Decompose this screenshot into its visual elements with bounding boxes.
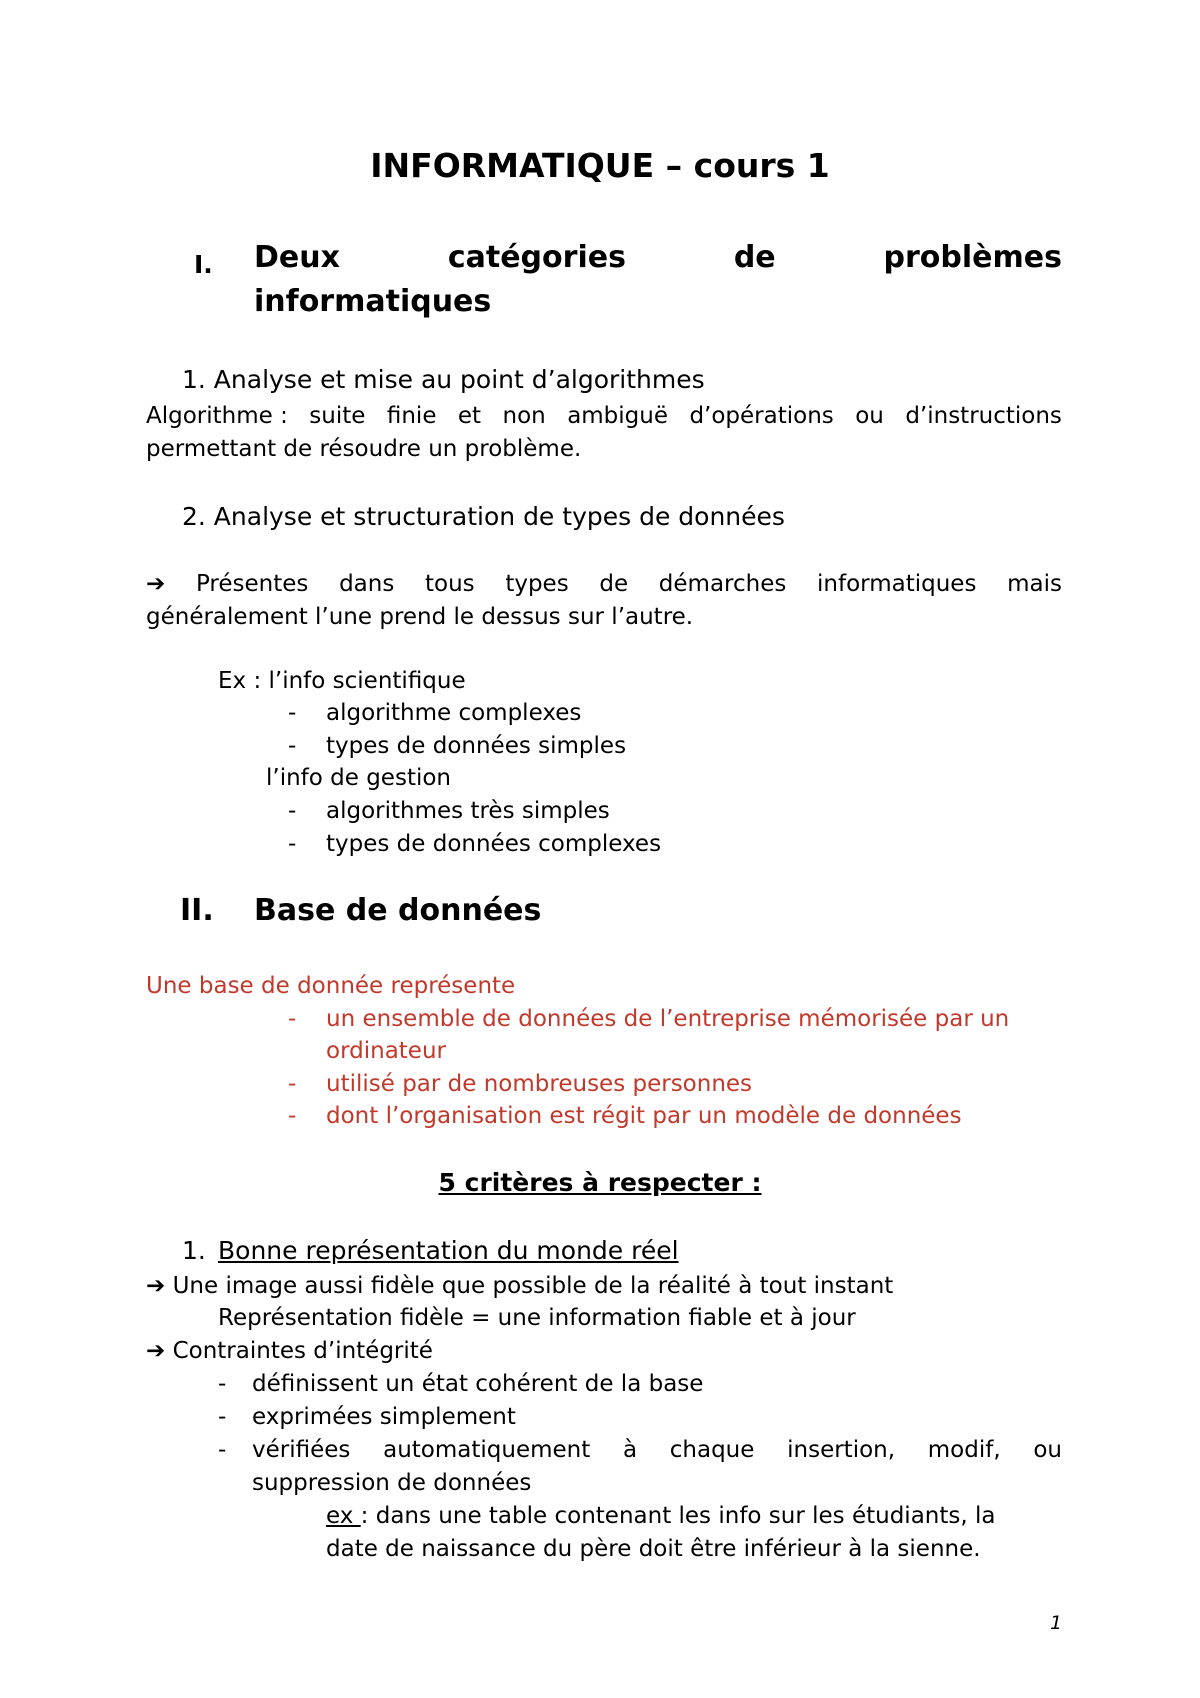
example-prefix: ex <box>326 1503 361 1529</box>
page-title: INFORMATIQUE – cours 1 <box>370 146 830 185</box>
text-word: de <box>599 571 629 597</box>
bullet-dash: - <box>218 1371 227 1397</box>
bullet-dash: - <box>288 700 297 726</box>
example-gestion-label: l’info de gestion <box>266 765 451 791</box>
text-word: démarches <box>658 571 787 597</box>
algorithm-definition-line2: permettant de résoudre un problème. <box>146 436 582 462</box>
subsection-2-title: 2. Analyse et structuration de types de données <box>182 502 785 531</box>
bullet-dash: - <box>218 1437 227 1463</box>
bullet-dash: - <box>288 733 297 759</box>
text-word: mais <box>1007 571 1062 597</box>
text-word: ou <box>1033 1437 1062 1463</box>
bullet-dash: - <box>288 1006 297 1032</box>
text-word: d’opérations <box>689 403 834 429</box>
text-word: dans <box>339 571 395 597</box>
section-1-heading-line2: informatiques <box>254 284 492 319</box>
section-2-heading: Base de données <box>254 893 542 928</box>
text-word: insertion, <box>787 1437 896 1463</box>
text-word: types <box>505 571 569 597</box>
heading-word: catégories <box>447 240 626 275</box>
text-word: Algorithme : <box>146 403 288 429</box>
list-item <box>252 1437 1062 1463</box>
text-word: informatiques <box>817 571 977 597</box>
list-item: algorithmes très simples <box>326 798 610 824</box>
criterion-arrow-line: ➔ Une image aussi fidèle que possible de la réalité à tout instant <box>146 1273 894 1299</box>
criterion-arrow-line: ➔ Contraintes d’intégrité <box>146 1338 433 1364</box>
list-item: dont l’organisation est régit par un modèle de données <box>326 1103 962 1129</box>
criterion-1-number: 1. <box>182 1236 206 1265</box>
text-word: chaque <box>669 1437 755 1463</box>
list-item-line2: ordinateur <box>326 1038 446 1064</box>
text-word: ambiguë <box>567 403 669 429</box>
example-line <box>326 1503 1062 1529</box>
text-word: à <box>622 1437 638 1463</box>
list-item: types de données simples <box>326 733 627 759</box>
algorithm-definition <box>146 403 1062 429</box>
text-word: et <box>457 403 482 429</box>
text-word: Présentes <box>195 571 309 597</box>
note-paragraph <box>146 571 1062 597</box>
example-line2: date de naissance du père doit être inférieur à la sienne. <box>326 1536 981 1562</box>
criterion-indented-line: Représentation fidèle = une information fiable et à jour <box>218 1305 856 1331</box>
heading-word: de <box>733 240 776 275</box>
list-item: un ensemble de données de l’entreprise mémorisée par un <box>326 1006 1010 1032</box>
text-word: ou <box>855 403 884 429</box>
section-2-number: II. <box>180 893 214 928</box>
list-item: types de données complexes <box>326 831 662 857</box>
text-word: tous <box>425 571 475 597</box>
text-word: vérifiées <box>252 1437 351 1463</box>
arrow-icon: ➔ <box>146 571 166 597</box>
list-item: définissent un état cohérent de la base <box>252 1371 704 1397</box>
database-intro: Une base de donnée représente <box>146 973 516 999</box>
criterion-1-title: Bonne représentation du monde réel <box>218 1236 679 1265</box>
example-rest: : dans une table contenant les info sur les étudiants, la <box>360 1503 996 1529</box>
criteria-title: 5 critères à respecter : <box>438 1168 762 1197</box>
text-word: suite <box>309 403 366 429</box>
list-item: utilisé par de nombreuses personnes <box>326 1071 753 1097</box>
page-number: 1 <box>1050 1612 1063 1634</box>
text-word: non <box>502 403 546 429</box>
text-word: automatiquement <box>383 1437 591 1463</box>
list-item: exprimées simplement <box>252 1404 516 1430</box>
note-paragraph-line2: généralement l’une prend le dessus sur l’autre. <box>146 604 694 630</box>
text-word: d’instructions <box>905 403 1062 429</box>
heading-word: Deux <box>254 240 340 275</box>
section-1-number: I. <box>194 250 213 279</box>
list-item-line2: suppression de données <box>252 1470 532 1496</box>
bullet-dash: - <box>288 831 297 857</box>
heading-word: problèmes <box>883 240 1062 275</box>
example-scientific-label: Ex : l’info scientifique <box>218 668 466 694</box>
bullet-dash: - <box>218 1404 227 1430</box>
list-item: algorithme complexes <box>326 700 582 726</box>
bullet-dash: - <box>288 1103 297 1129</box>
section-1-heading <box>254 240 1062 275</box>
example-text <box>326 1503 995 1529</box>
subsection-1-title: 1. Analyse et mise au point d’algorithmes <box>182 365 705 394</box>
text-word: finie <box>386 403 437 429</box>
bullet-dash: - <box>288 798 297 824</box>
text-word: modif, <box>927 1437 1001 1463</box>
bullet-dash: - <box>288 1071 297 1097</box>
